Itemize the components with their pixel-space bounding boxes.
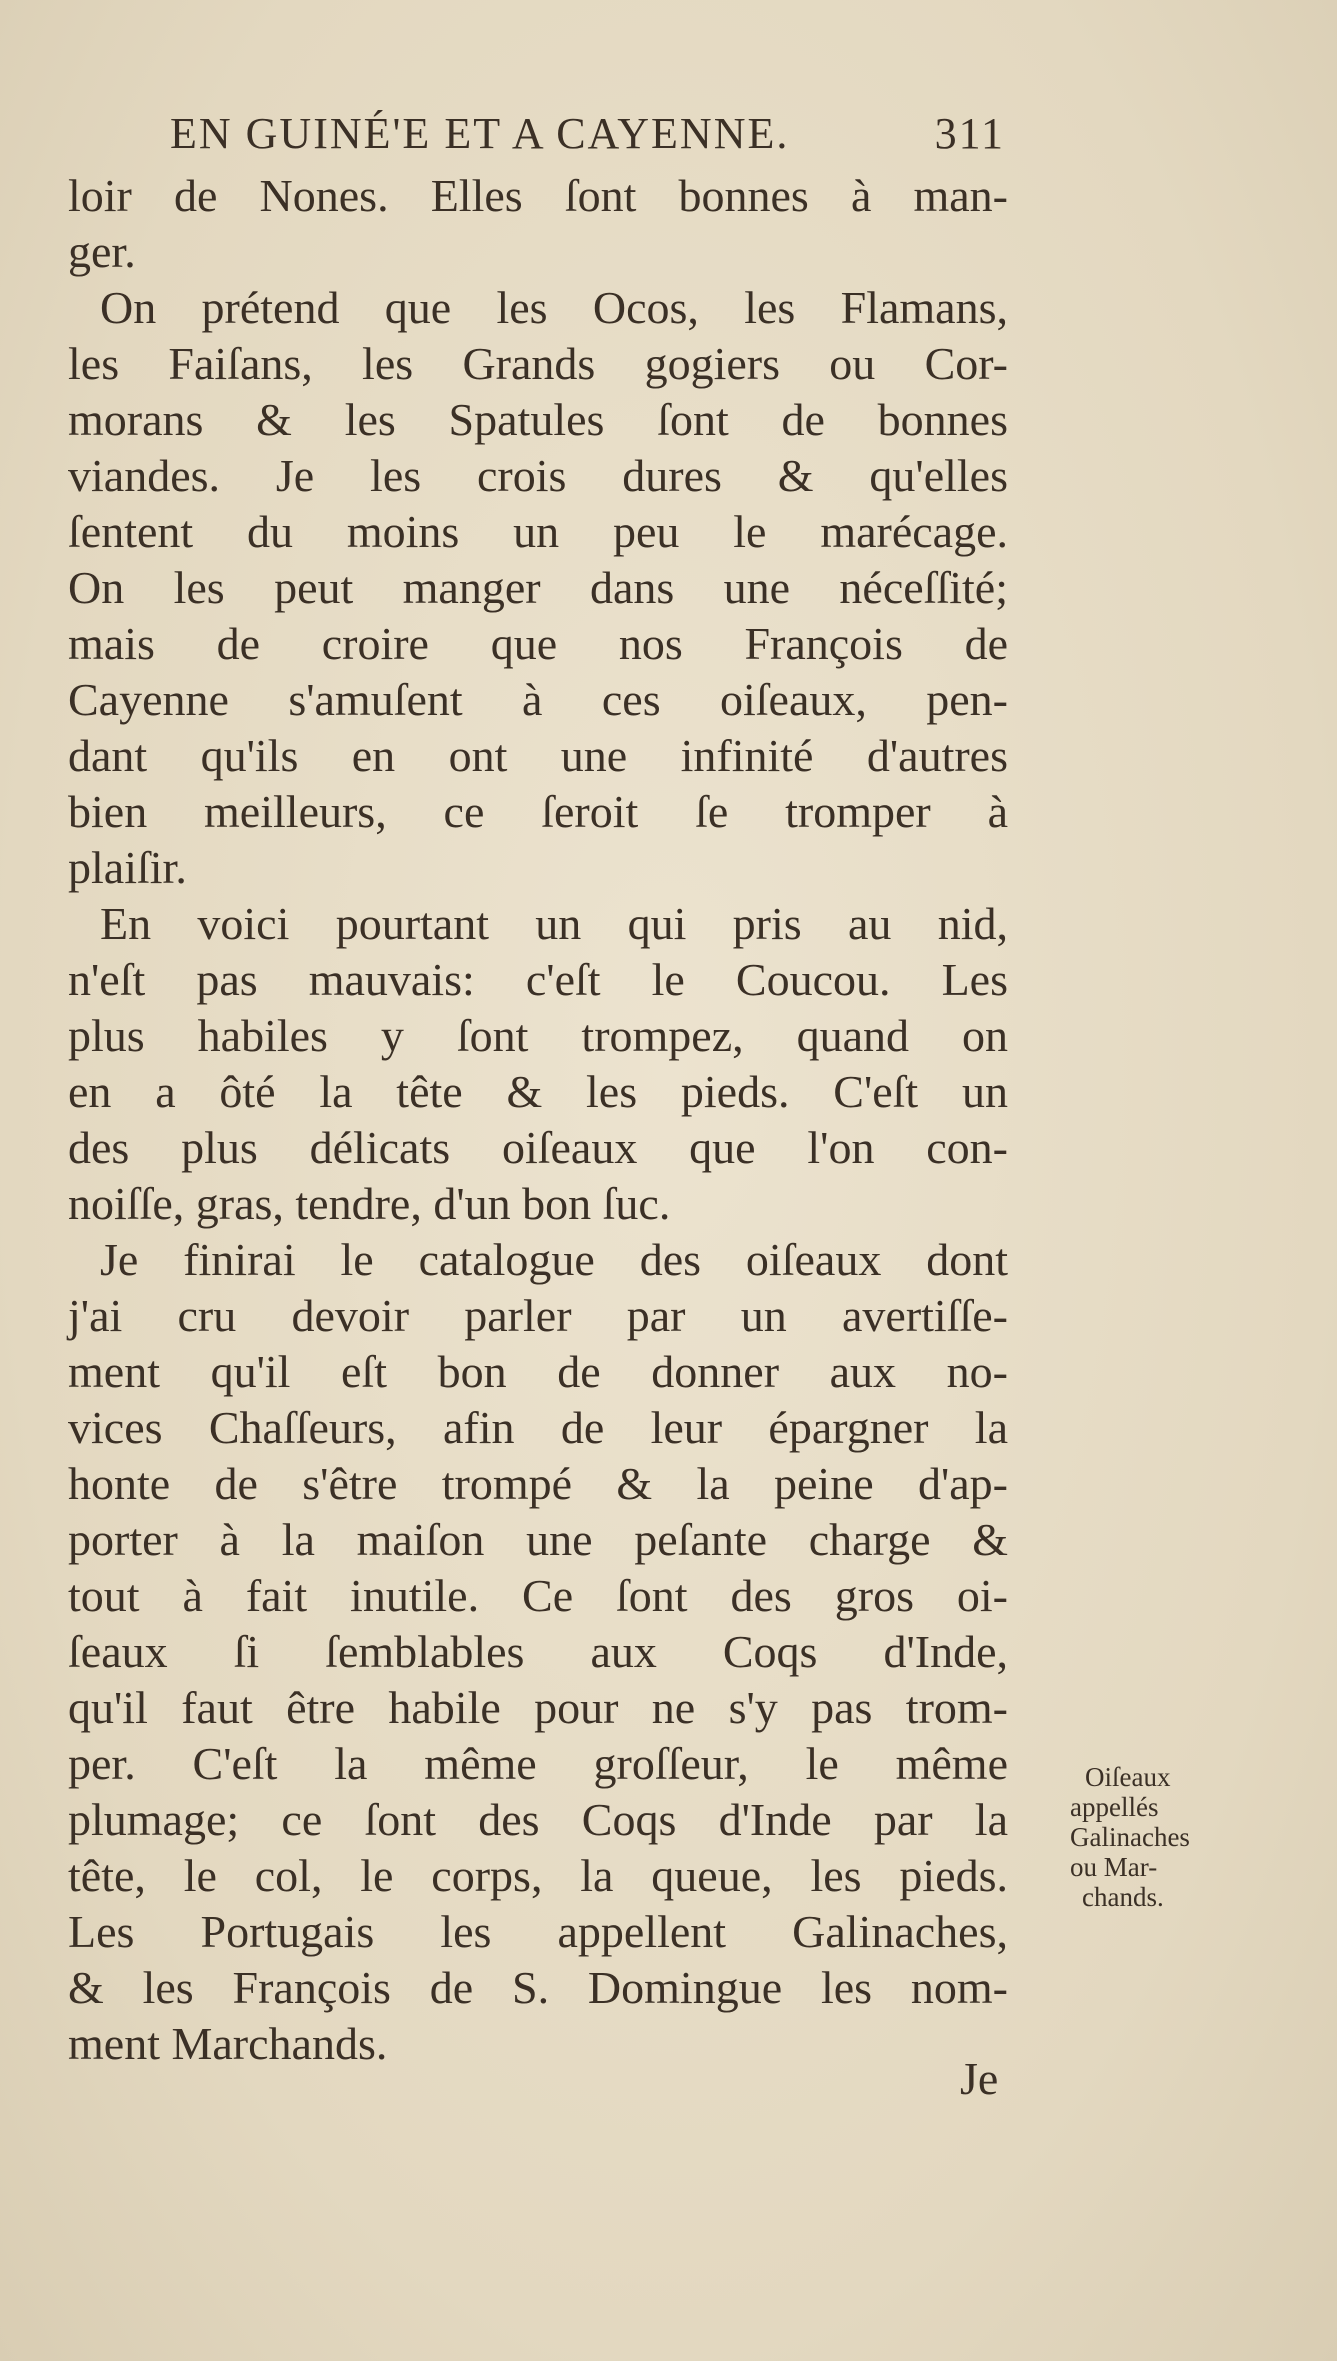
text-line: n'eſt pas mauvais: c'eſt le Coucou. Les [68,954,1008,1005]
text-line: En voici pourtant un qui pris au nid, [100,898,1008,949]
text-line: Cayenne s'amuſent à ces oiſeaux, pen- [68,674,1008,725]
text-line: On les peut manger dans une néceſſité; [68,562,1008,613]
text-line: loir de Nones. Elles ſont bonnes à man- [68,170,1008,221]
text-line: porter à la maiſon une peſante charge & [68,1514,1008,1565]
text-line: tout à fait inutile. Ce ſont des gros oi- [68,1570,1008,1621]
text-line: Je finirai le catalogue des oiſeaux dont [100,1234,1008,1285]
running-header [170,108,1005,159]
text-line: dant qu'ils en ont une infinité d'autres [68,730,1008,781]
text-line: On prétend que les Ocos, les Flamans, [100,282,1008,333]
margin-note-line: chands. [1082,1882,1164,1912]
text-line: les Faiſans, les Grands gogiers ou Cor- [68,338,1008,389]
text-line: Les Portugais les appellent Galinaches, [68,1906,1008,1957]
text-line: en a ôté la tête & les pieds. C'eſt un [68,1066,1008,1117]
text-line: per. C'eſt la même groſſeur, le même [68,1738,1008,1789]
text-line: viandes. Je les crois dures & qu'elles [68,450,1008,501]
text-line: noiſſe, gras, tendre, d'un bon ſuc. [68,1178,671,1229]
text-line: tête, le col, le corps, la queue, les pieds. [68,1850,1008,1901]
catchword: Je [960,2053,999,2104]
running-title: EN GUINÉ'E ET A CAYENNE. [170,109,790,158]
text-line: j'ai cru devoir parler par un avertiſſe- [68,1290,1008,1341]
text-line: honte de s'être trompé & la peine d'ap- [68,1458,1008,1509]
text-line: bien meilleurs, ce ſeroit ſe tromper à [68,786,1008,837]
text-line: plaiſir. [68,842,187,893]
text-line: mais de croire que nos François de [68,618,1008,669]
text-line: ger. [68,226,136,277]
text-line: plus habiles y ſont trompez, quand on [68,1010,1008,1061]
margin-note-line: Galinaches [1070,1822,1190,1852]
text-line: des plus délicats oiſeaux que l'on con- [68,1122,1008,1173]
text-line: qu'il faut être habile pour ne s'y pas trom- [68,1682,1008,1733]
text-line: ment Marchands. [68,2018,388,2069]
text-line: plumage; ce ſont des Coqs d'Inde par la [68,1794,1008,1845]
text-line: vices Chaſſeurs, afin de leur épargner la [68,1402,1008,1453]
text-line: ſeaux ſi ſemblables aux Coqs d'Inde, [68,1626,1008,1677]
margin-note-line: ou Mar- [1070,1852,1158,1882]
margin-note-line: Oiſeaux [1085,1762,1171,1792]
text-line: morans & les Spatules ſont de bonnes [68,394,1008,445]
text-line: & les François de S. Domingue les nom- [68,1962,1008,2013]
text-line: ſentent du moins un peu le marécage. [68,506,1008,557]
page-number: 311 [934,109,1005,158]
margin-note-line: appellés [1070,1792,1159,1822]
text-line: ment qu'il eſt bon de donner aux no- [68,1346,1008,1397]
